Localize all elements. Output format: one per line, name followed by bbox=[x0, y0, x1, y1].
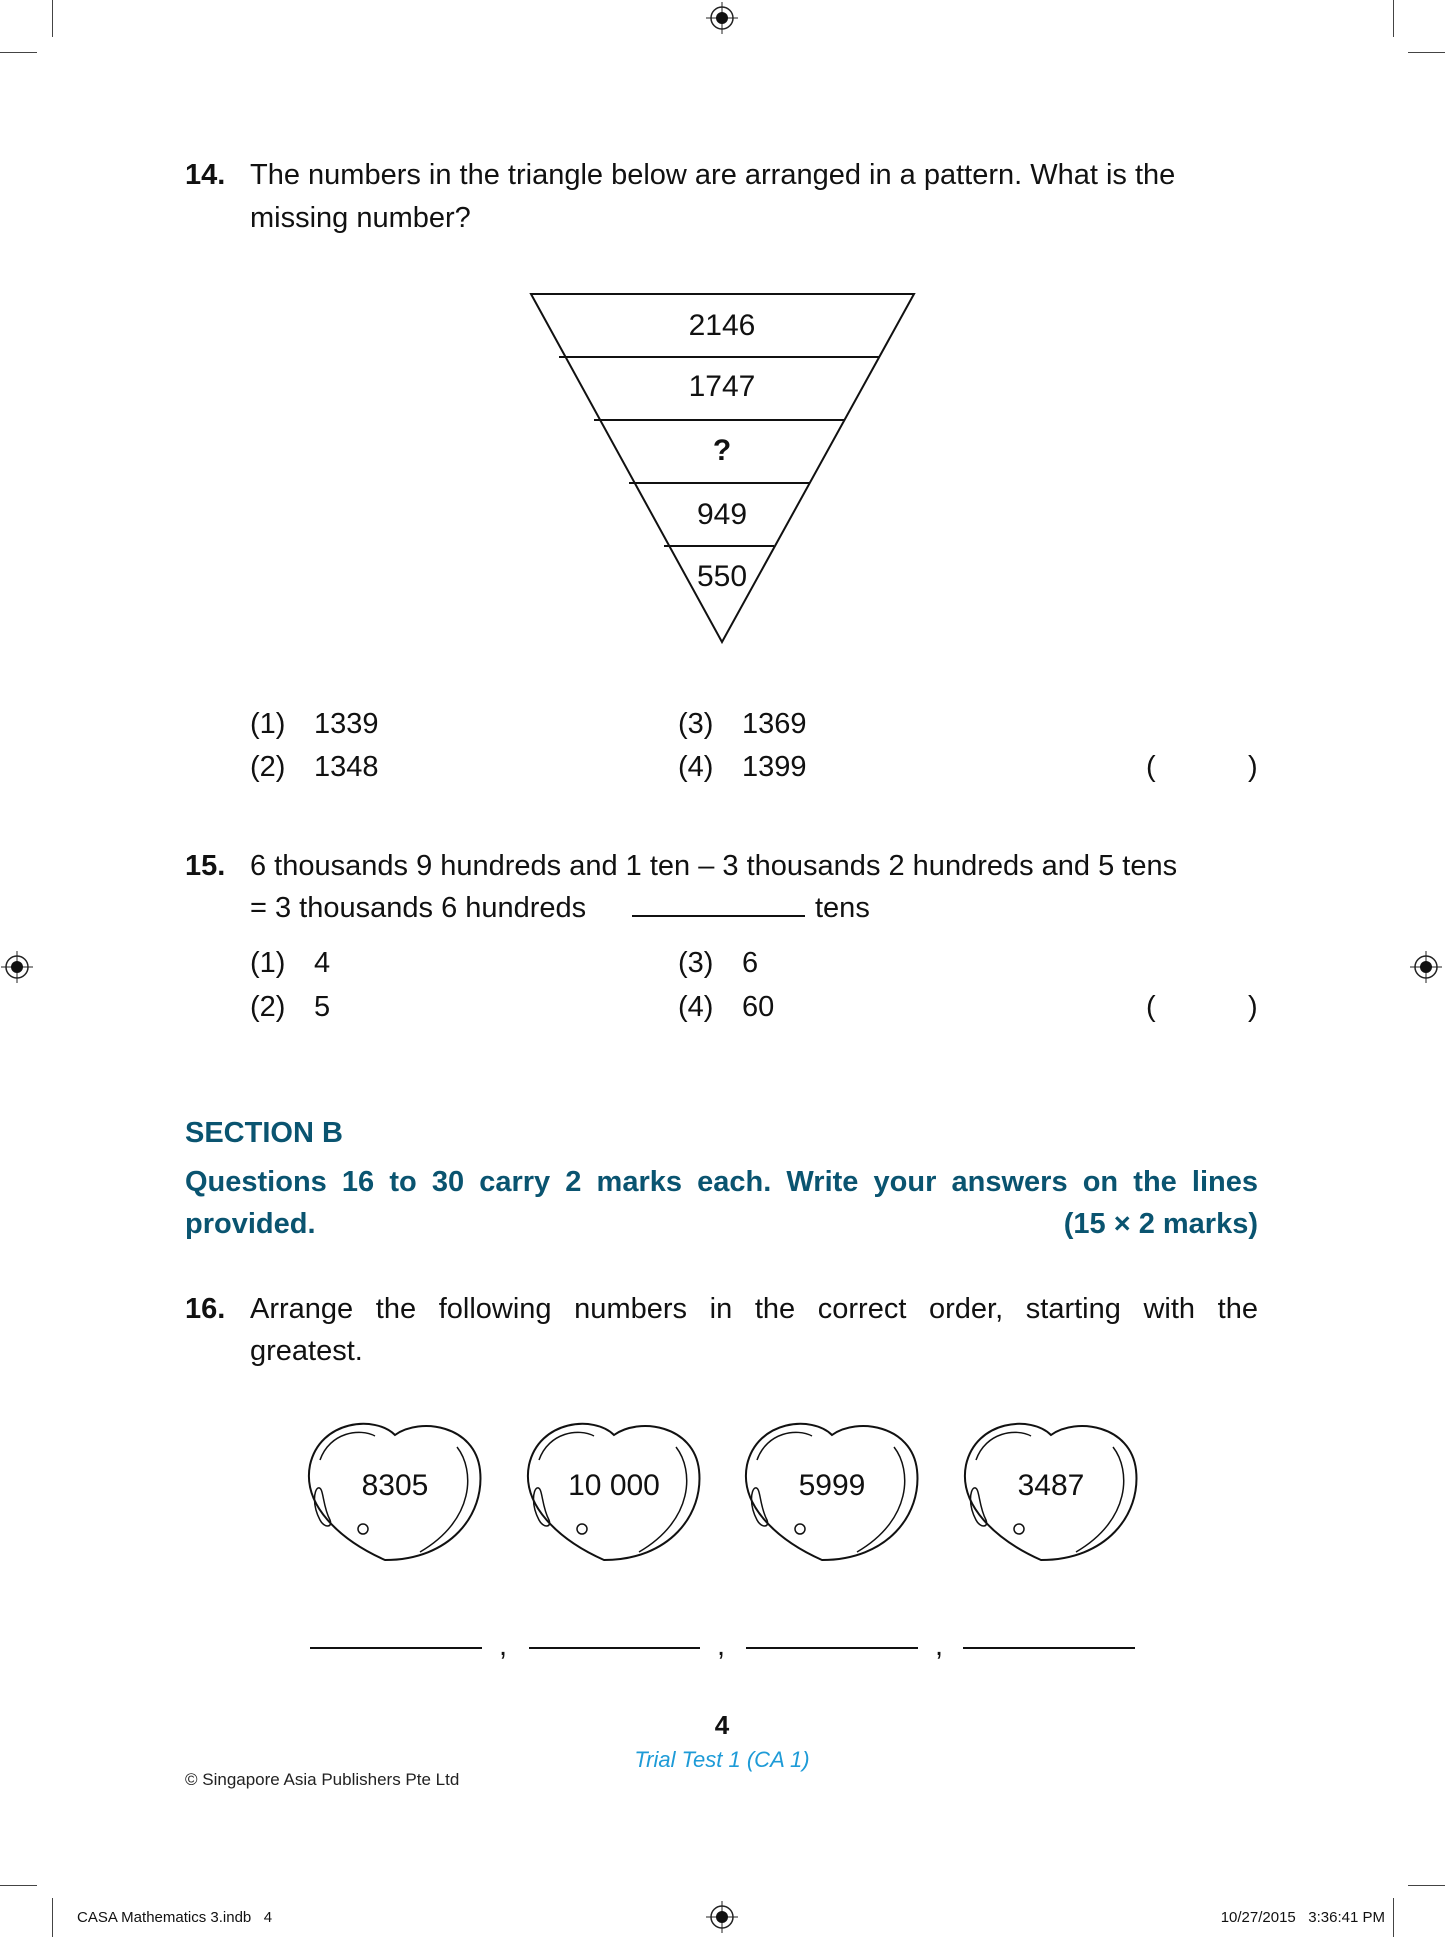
page-number: 4 bbox=[714, 1710, 730, 1740]
section-title: SECTION B bbox=[185, 1117, 343, 1149]
registration-mark-icon bbox=[1410, 951, 1442, 983]
registration-mark-icon bbox=[1, 951, 33, 983]
option-label: (4) bbox=[678, 991, 714, 1023]
triangle-row: 1747 bbox=[688, 370, 756, 403]
answer-blank[interactable] bbox=[632, 915, 805, 917]
answer-blank[interactable] bbox=[963, 1647, 1135, 1649]
registration-mark-icon bbox=[706, 1901, 738, 1933]
option-value: 1348 bbox=[314, 751, 379, 783]
answer-blank[interactable] bbox=[310, 1647, 482, 1649]
section-marks: (15 × 2 marks) bbox=[1063, 1208, 1258, 1240]
file-info: CASA Mathematics 3.indb 4 bbox=[77, 1909, 273, 1926]
option-label: (1) bbox=[250, 947, 286, 979]
heart-number: 3487 bbox=[1017, 1469, 1085, 1502]
option-value: 5 bbox=[314, 991, 331, 1023]
question-text: tens bbox=[815, 892, 870, 924]
answer-blank[interactable] bbox=[746, 1647, 918, 1649]
answer-blank[interactable] bbox=[529, 1647, 700, 1649]
section-instructions: provided. bbox=[185, 1208, 316, 1240]
registration-mark-icon bbox=[706, 2, 738, 34]
option-value: 1399 bbox=[742, 751, 807, 783]
option-label: (4) bbox=[678, 751, 714, 783]
answer-bracket-open: ( bbox=[1146, 991, 1156, 1023]
triangle-row: 949 bbox=[696, 498, 748, 531]
crop-mark bbox=[0, 52, 37, 53]
option-value: 6 bbox=[742, 947, 759, 979]
timestamp: 10/27/2015 3:36:41 PM bbox=[1220, 1909, 1385, 1926]
copyright: © Singapore Asia Publishers Pte Ltd bbox=[185, 1770, 460, 1789]
crop-mark bbox=[1408, 52, 1445, 53]
separator-comma: , bbox=[935, 1630, 944, 1662]
question-number: 16. bbox=[185, 1293, 226, 1325]
question-text: The numbers in the triangle below are arranged in a pattern. What is the bbox=[250, 159, 1176, 191]
heart-number: 5999 bbox=[798, 1469, 866, 1502]
question-text: 6 thousands 9 hundreds and 1 ten – 3 thousands 2 hundreds and 5 tens bbox=[250, 850, 1178, 882]
crop-mark bbox=[1393, 1898, 1394, 1937]
crop-mark bbox=[52, 1898, 53, 1937]
option-label: (3) bbox=[678, 708, 714, 740]
answer-bracket-close: ) bbox=[1248, 991, 1258, 1023]
crop-mark bbox=[1408, 1885, 1445, 1886]
option-value: 60 bbox=[742, 991, 775, 1023]
question-text: Arrange the following numbers in the correct order, starting with the bbox=[250, 1293, 1258, 1325]
triangle-row-missing: ? bbox=[712, 434, 732, 467]
answer-bracket-open: ( bbox=[1146, 751, 1156, 783]
option-label: (2) bbox=[250, 991, 286, 1023]
separator-comma: , bbox=[717, 1630, 726, 1662]
answer-bracket-close: ) bbox=[1248, 751, 1258, 783]
option-value: 4 bbox=[314, 947, 331, 979]
triangle-row: 2146 bbox=[688, 309, 756, 342]
section-instructions: Questions 16 to 30 carry 2 marks each. Write your answers on the lines bbox=[185, 1166, 1258, 1198]
triangle-row: 550 bbox=[696, 560, 748, 593]
heart-number: 8305 bbox=[361, 1469, 429, 1502]
separator-comma: , bbox=[499, 1630, 508, 1662]
crop-mark bbox=[0, 1885, 37, 1886]
option-value: 1369 bbox=[742, 708, 807, 740]
option-value: 1339 bbox=[314, 708, 379, 740]
question-number: 14. bbox=[185, 159, 226, 191]
crop-mark bbox=[52, 0, 53, 37]
question-text: greatest. bbox=[250, 1335, 363, 1367]
question-number: 15. bbox=[185, 850, 226, 882]
test-name: Trial Test 1 (CA 1) bbox=[634, 1747, 810, 1772]
option-label: (2) bbox=[250, 751, 286, 783]
question-text: = 3 thousands 6 hundreds bbox=[250, 892, 587, 924]
option-label: (3) bbox=[678, 947, 714, 979]
answer-box[interactable] bbox=[1160, 746, 1248, 786]
option-label: (1) bbox=[250, 708, 286, 740]
answer-box[interactable] bbox=[1160, 986, 1248, 1026]
heart-number: 10 000 bbox=[568, 1469, 660, 1502]
crop-mark bbox=[1393, 0, 1394, 37]
question-text: missing number? bbox=[250, 202, 471, 234]
